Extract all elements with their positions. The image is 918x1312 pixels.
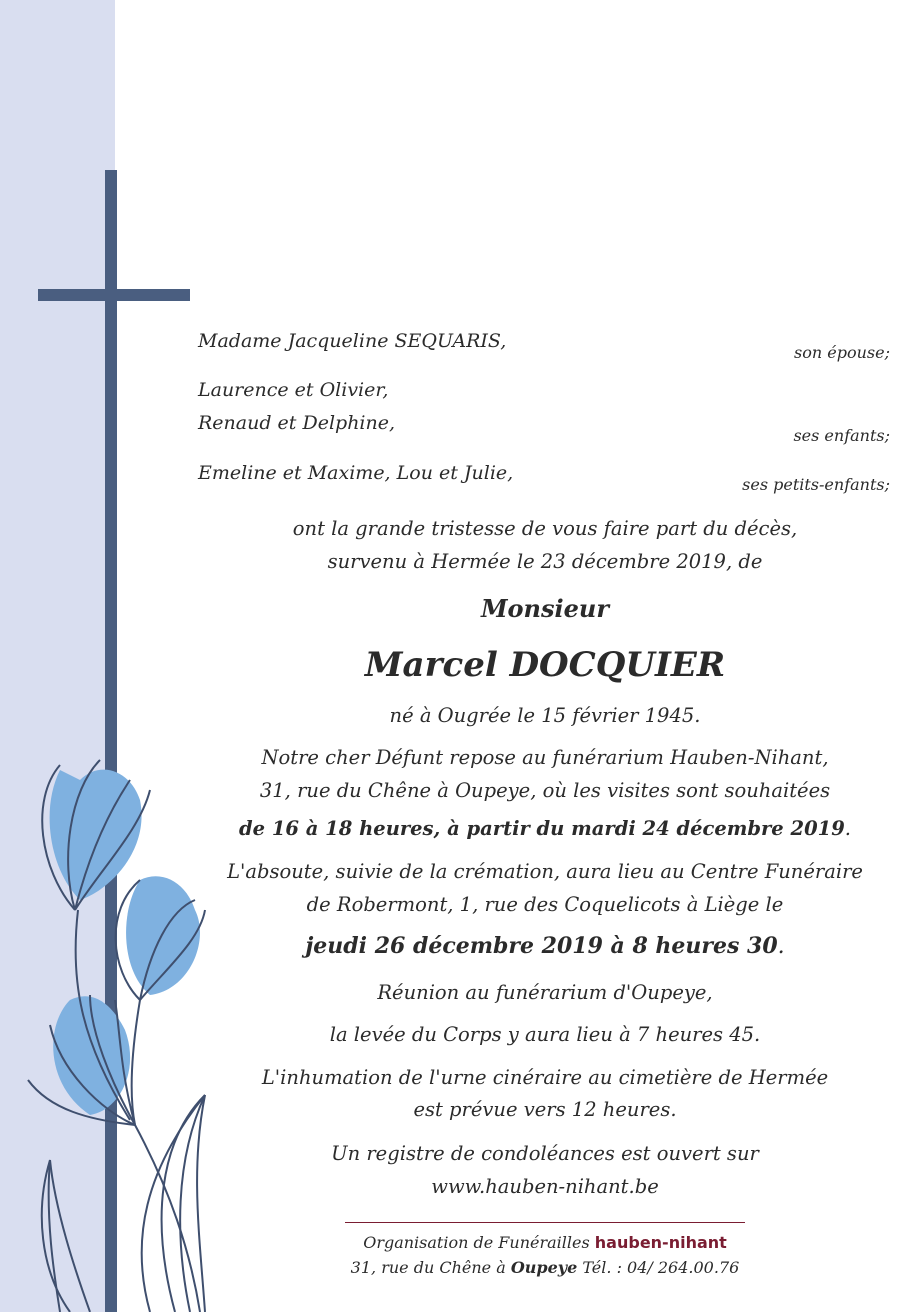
footer-address-line: [300, 1256, 790, 1280]
family-name-children-2: Renaud et Delphine,: [198, 412, 396, 434]
footer-phone: Tél. : 04/ 264.00.76: [582, 1258, 740, 1277]
ceremony-date: jeudi 26 décembre 2019 à 8 heures 30: [305, 933, 778, 959]
visitation-line-1: Notre cher Défunt repose au funérarium Hauben-Nihant,: [261, 746, 829, 769]
footer-divider: [345, 1222, 745, 1223]
ceremony-line-1: L'absoute, suivie de la crémation, aura lieu au Centre Funéraire: [227, 860, 863, 883]
visitation-hours-line: de 16 à 18 heures, à partir du mardi 24 décembre 2019.: [239, 817, 851, 840]
deceased-name: Marcel DOCQUIER: [364, 645, 726, 685]
registry-url[interactable]: www.hauben-nihant.be: [431, 1175, 659, 1198]
family-role-grandchildren: ses petits-enfants;: [742, 475, 890, 494]
brand-logo: hauben-nihant: [594, 1233, 727, 1252]
family-name-spouse: Madame Jacqueline SEQUARIS,: [198, 330, 507, 352]
inhumation-line-2: est prévue vers 12 heures.: [413, 1098, 677, 1121]
visitation-line-2: 31, rue du Chêne à Oupeye, où les visites sont souhaitées: [259, 779, 831, 802]
family-role-children: ses enfants;: [793, 426, 890, 445]
levee-text: la levée du Corps y aura lieu à 7 heures 45.: [329, 1023, 761, 1046]
visitation-hours: de 16 à 18 heures, à partir du mardi 24 décembre 2019: [239, 817, 845, 840]
deceased-title: Monsieur: [480, 594, 609, 623]
footer-address: 31, rue du Chêne à: [350, 1258, 506, 1277]
announcement-line-2: survenu à Hermée le 23 décembre 2019, de: [327, 550, 763, 573]
meeting-text: Réunion au funérarium d'Oupeye,: [377, 981, 713, 1004]
deceased-birth: né à Ougrée le 15 février 1945.: [389, 704, 701, 727]
family-role-spouse: son épouse;: [794, 343, 890, 362]
ceremony-line-2: de Robermont, 1, rue des Coquelicots à Liège le: [306, 893, 784, 916]
family-name-grandchildren: Emeline et Maxime, Lou et Julie,: [198, 462, 514, 484]
registry-line: Un registre de condoléances est ouvert sur: [331, 1142, 759, 1165]
inhumation-line-1: L'inhumation de l'urne cinéraire au cimetière de Hermée: [261, 1066, 829, 1089]
cross-bar: [38, 289, 190, 301]
footer-town: Oupeye: [510, 1258, 578, 1277]
footer-org-label: Organisation de Funérailles: [363, 1233, 590, 1252]
family-name-children-1: Laurence et Olivier,: [198, 379, 389, 401]
ceremony-date-line: jeudi 26 décembre 2019 à 8 heures 30.: [305, 933, 785, 959]
announcement-line-1: ont la grande tristesse de vous faire part du décès,: [292, 517, 798, 540]
footer-org-line: [300, 1231, 790, 1255]
